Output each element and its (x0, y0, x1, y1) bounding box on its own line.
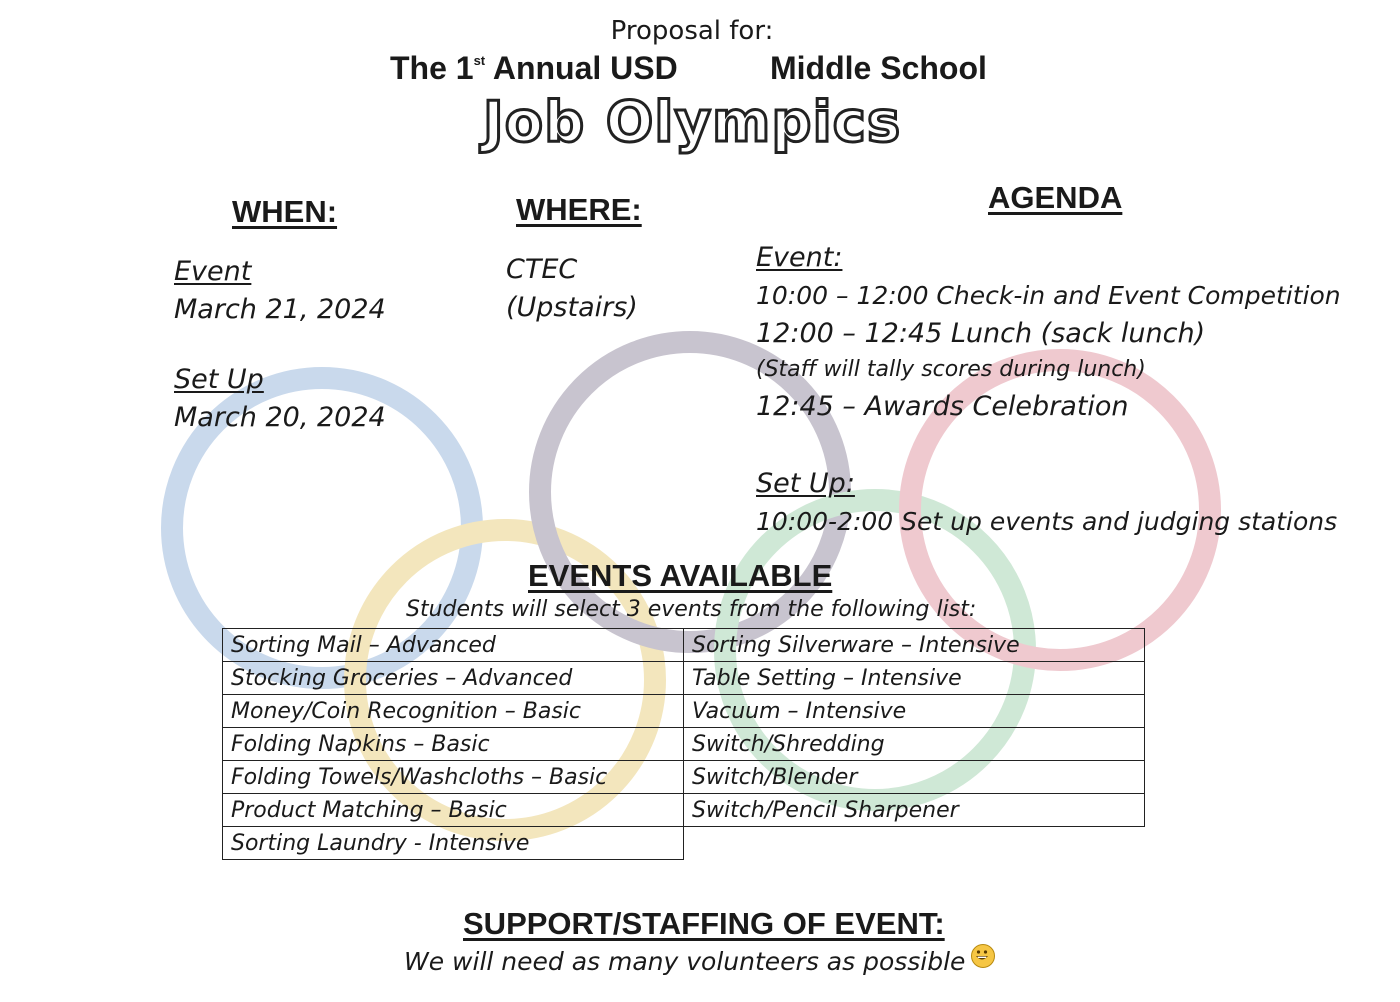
event-cell: Vacuum – Intensive (684, 695, 1145, 728)
table-row (223, 629, 1145, 662)
event-cell: Folding Towels/Washcloths – Basic (223, 761, 684, 794)
event-cell: Sorting Silverware – Intensive (684, 629, 1145, 662)
proposal-label: Proposal for: (610, 16, 774, 46)
event-cell: Folding Napkins – Basic (223, 728, 684, 761)
when-heading: WHEN: (232, 194, 338, 229)
event-cell: Switch/Blender (684, 761, 1145, 794)
agenda-setup-label: Set Up: (756, 468, 855, 499)
agenda-item: 10:00 – 12:00 Check-in and Event Competition (756, 281, 1341, 310)
events-subtitle: Students will select 3 events from the following list: (406, 597, 977, 622)
event-cell: Money/Coin Recognition – Basic (223, 695, 684, 728)
when-setup-label: Set Up (174, 364, 264, 395)
event-cell: Sorting Laundry - Intensive (223, 827, 684, 860)
event-cell: Switch/Shredding (684, 728, 1145, 761)
title-left: The 1st Annual USD (390, 50, 678, 86)
where-detail: (Upstairs) (506, 292, 638, 323)
agenda-note: (Staff will tally scores during lunch) (756, 357, 1146, 382)
support-line (404, 944, 995, 976)
title-right: Middle School (770, 50, 987, 86)
agenda-setup-item: 10:00-2:00 Set up events and judging stations (756, 507, 1338, 536)
grinning-face-icon (971, 944, 995, 968)
when-event-label: Event (174, 256, 252, 287)
where-place: CTEC (506, 254, 578, 285)
when-setup-date: March 20, 2024 (174, 402, 386, 433)
support-text: We will need as many volunteers as possible (404, 947, 966, 976)
event-cell: Product Matching – Basic (223, 794, 684, 827)
where-heading: WHERE: (516, 192, 642, 227)
table-row (223, 728, 1145, 761)
agenda-event-label: Event: (756, 242, 843, 273)
event-cell: Table Setting – Intensive (684, 662, 1145, 695)
table-row (223, 662, 1145, 695)
event-cell: Stocking Groceries – Advanced (223, 662, 684, 695)
table-row (223, 827, 1145, 860)
when-event-date: March 21, 2024 (174, 294, 386, 325)
events-heading: EVENTS AVAILABLE (528, 558, 833, 593)
events-table (222, 628, 1145, 860)
agenda-item: 12:45 – Awards Celebration (756, 391, 1129, 422)
job-olympics-title: Job Olympics (482, 90, 902, 155)
table-row (223, 794, 1145, 827)
support-heading: SUPPORT/STAFFING OF EVENT: (463, 906, 945, 941)
table-row (223, 761, 1145, 794)
table-row (223, 695, 1145, 728)
empty-cell (684, 827, 1145, 860)
agenda-item: 12:00 – 12:45 Lunch (sack lunch) (756, 318, 1206, 349)
event-cell: Switch/Pencil Sharpener (684, 794, 1145, 827)
agenda-heading: AGENDA (988, 180, 1123, 215)
event-cell: Sorting Mail – Advanced (223, 629, 684, 662)
